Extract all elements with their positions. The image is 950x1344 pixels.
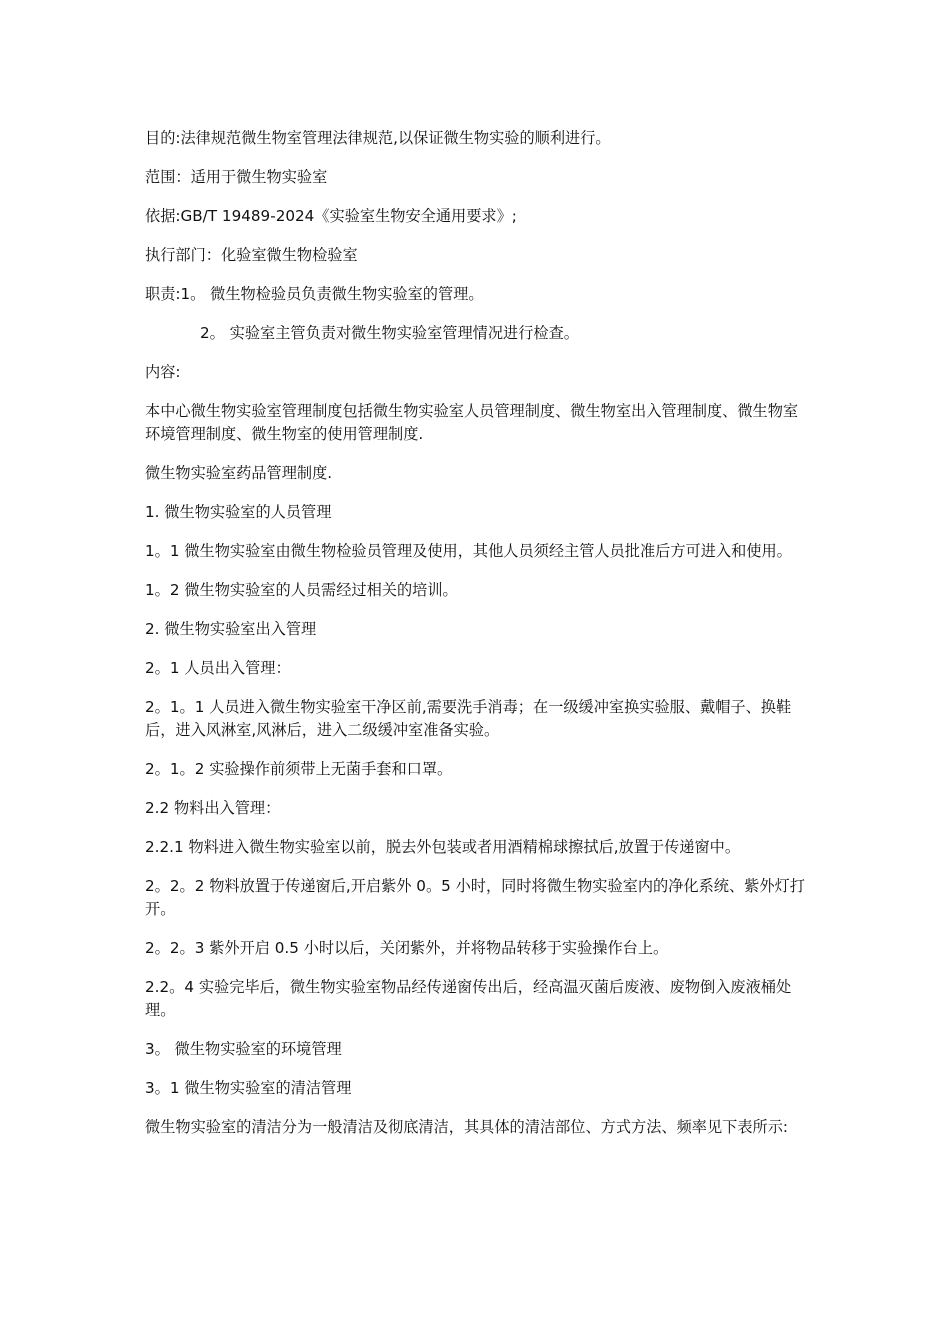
section-3-1-heading: 3。1 微生物实验室的清洁管理	[145, 1079, 352, 1097]
responsibility-item-2: 2。 实验室主管负责对微生物实验室管理情况进行检查。	[200, 324, 579, 342]
section-2-1-1-paragraph: 2。1。1 人员进入微生物实验室干净区前,需要洗手消毒；在一级缓冲室换实验服、戴帽子、换鞋后，进入风淋室,风淋后，进入二级缓冲室准备实验。	[145, 698, 792, 739]
section-2-1-heading: 2。1 人员出入管理：	[145, 659, 291, 677]
basis-paragraph: 依据:GB/T 19489-2024《实验室生物安全通用要求》;	[145, 207, 517, 225]
responsibility-item-1: 职责:1。 微生物检验员负责微生物实验室的管理。	[145, 285, 484, 303]
section-2-2-2-paragraph: 2。2。2 物料放置于传递窗后,开启紫外 0。5 小时，同时将微生物实验室内的净化系统、紫外灯打开。	[145, 877, 805, 918]
section-3-heading: 3。 微生物实验室的环境管理	[145, 1040, 342, 1058]
section-2-2-1-paragraph: 2.2.1 物料进入微生物实验室以前，脱去外包装或者用酒精棉球擦拭后,放置于传递窗中。	[145, 838, 741, 856]
section-2-2-3-paragraph: 2。2。3 紫外开启 0.5 小时以后，关闭紫外，并将物品转移于实验操作台上。	[145, 939, 669, 957]
cleaning-description-paragraph: 微生物实验室的清洁分为一般清洁及彻底清洁，其具体的清洁部位、方式方法、频率见下表所示:	[145, 1118, 788, 1136]
purpose-paragraph: 目的:法律规范微生物室管理法律规范,以保证微生物实验的顺利进行。	[145, 129, 611, 147]
department-paragraph: 执行部门：化验室微生物检验室	[145, 246, 358, 264]
section-1-1-paragraph: 1。1 微生物实验室由微生物检验员管理及使用，其他人员须经主管人员批准后方可进入和使用。	[145, 542, 792, 560]
drug-management-paragraph: 微生物实验室药品管理制度.	[145, 464, 333, 482]
document-body	[145, 127, 810, 1155]
section-1-heading: 1. 微生物实验室的人员管理	[145, 503, 332, 521]
scope-paragraph: 范围：适用于微生物实验室	[145, 168, 328, 186]
section-2-2-heading: 2.2 物料出入管理：	[145, 799, 281, 817]
content-intro-paragraph: 本中心微生物实验室管理制度包括微生物实验室人员管理制度、微生物室出入管理制度、微生物室环境管理制度、微生物室的使用管理制度.	[145, 402, 799, 443]
section-2-2-4-paragraph: 2.2。4 实验完毕后，微生物实验室物品经传递窗传出后，经高温灭菌后废液、废物倒入废液桶处理。	[145, 978, 792, 1019]
section-2-heading: 2. 微生物实验室出入管理	[145, 620, 317, 638]
section-1-2-paragraph: 1。2 微生物实验室的人员需经过相关的培训。	[145, 581, 458, 599]
content-heading: 内容:	[145, 363, 181, 381]
section-2-1-2-paragraph: 2。1。2 实验操作前须带上无菌手套和口罩。	[145, 760, 453, 778]
